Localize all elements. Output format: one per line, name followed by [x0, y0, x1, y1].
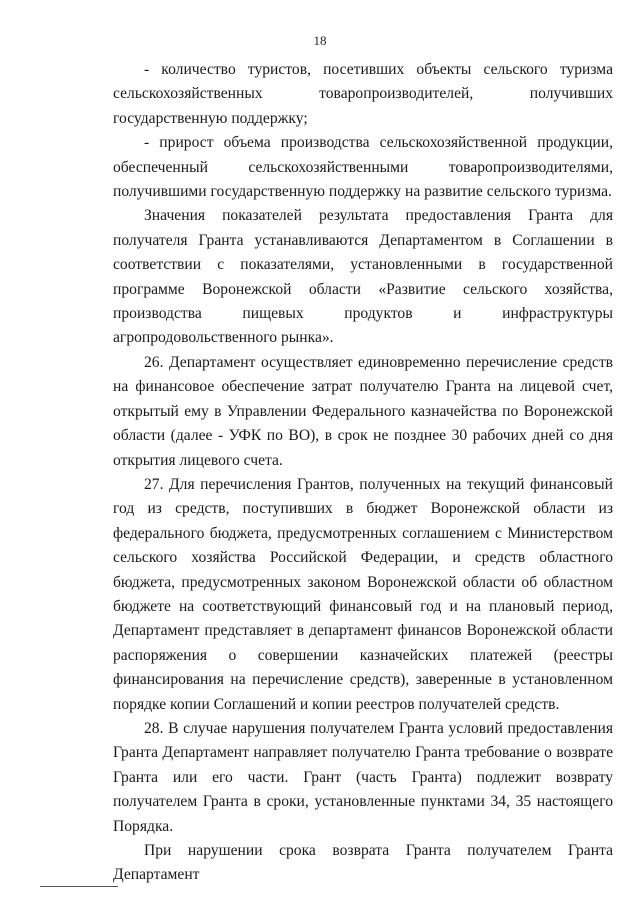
paragraph-item-27: 27. Для перечисления Грантов, полученных на текущий финансовый год из средств, поступивших в бюджет Воронежской области из федерального бюджета, предусмотренных соглашением с Министерством сельского хозяйства Российской Федерации, и средств областного бюджета, предусмотренных законом Воронежской области об областном бюджете на соответствующий финансовый год и на плановый период, Департамент представляет в департамент финансов Воронежской области распоряжения о совершении казначейских платежей (реестры финансирования на перечисление средств), заверенные в установленном порядке копии Соглашений и копии реестров получателей средств.	[113, 475, 613, 713]
paragraph-item-28: 28. В случае нарушения получателем Гранта условий предоставления Гранта Департамент направляет получателю Гранта требование о возврате Гранта или его части. Грант (часть Гранта) подлежит возврату получателем Гранта в сроки, установленные пунктами 34, 35 настоящего Порядка.	[113, 719, 613, 835]
paragraph-tourists-count: - количество туристов, посетивших объекты сельского туризма сельскохозяйственных товаропроизводителей, получивших государственную поддержку;	[113, 61, 613, 127]
paragraph-return-deadline: При нарушении срока возврата Гранта получателем Гранта Департамент	[113, 842, 613, 884]
paragraph-indicator-values: Значения показателей результата предоставления Гранта для получателя Гранта устанавливаются Департаментом в Соглашении в соответствии с показателями, установленными в государственной программе Воронежской области «Развитие сельского хозяйства, производства пищевых продуктов и инфраструктуры агропродовольственного рынка».	[113, 207, 613, 347]
paragraph-production-growth: - прирост объема производства сельскохозяйственной продукции, обеспеченный сельскохозяйственными товаропроизводителями, получившими государственную поддержку на развитие сельского туризма.	[113, 134, 613, 201]
document-body	[113, 58, 613, 888]
page-number: 18	[313, 33, 327, 48]
footnote-separator	[40, 886, 118, 887]
paragraph-item-26: 26. Департамент осуществляет единовременно перечисление средств на финансовое обеспечение затрат получателю Гранта на лицевой счет, открытый ему в Управлении Федерального казначейства по Воронежской области (далее - УФК по ВО), в срок не позднее 30 рабочих дней со дня открытия лицевого счета.	[113, 353, 613, 469]
